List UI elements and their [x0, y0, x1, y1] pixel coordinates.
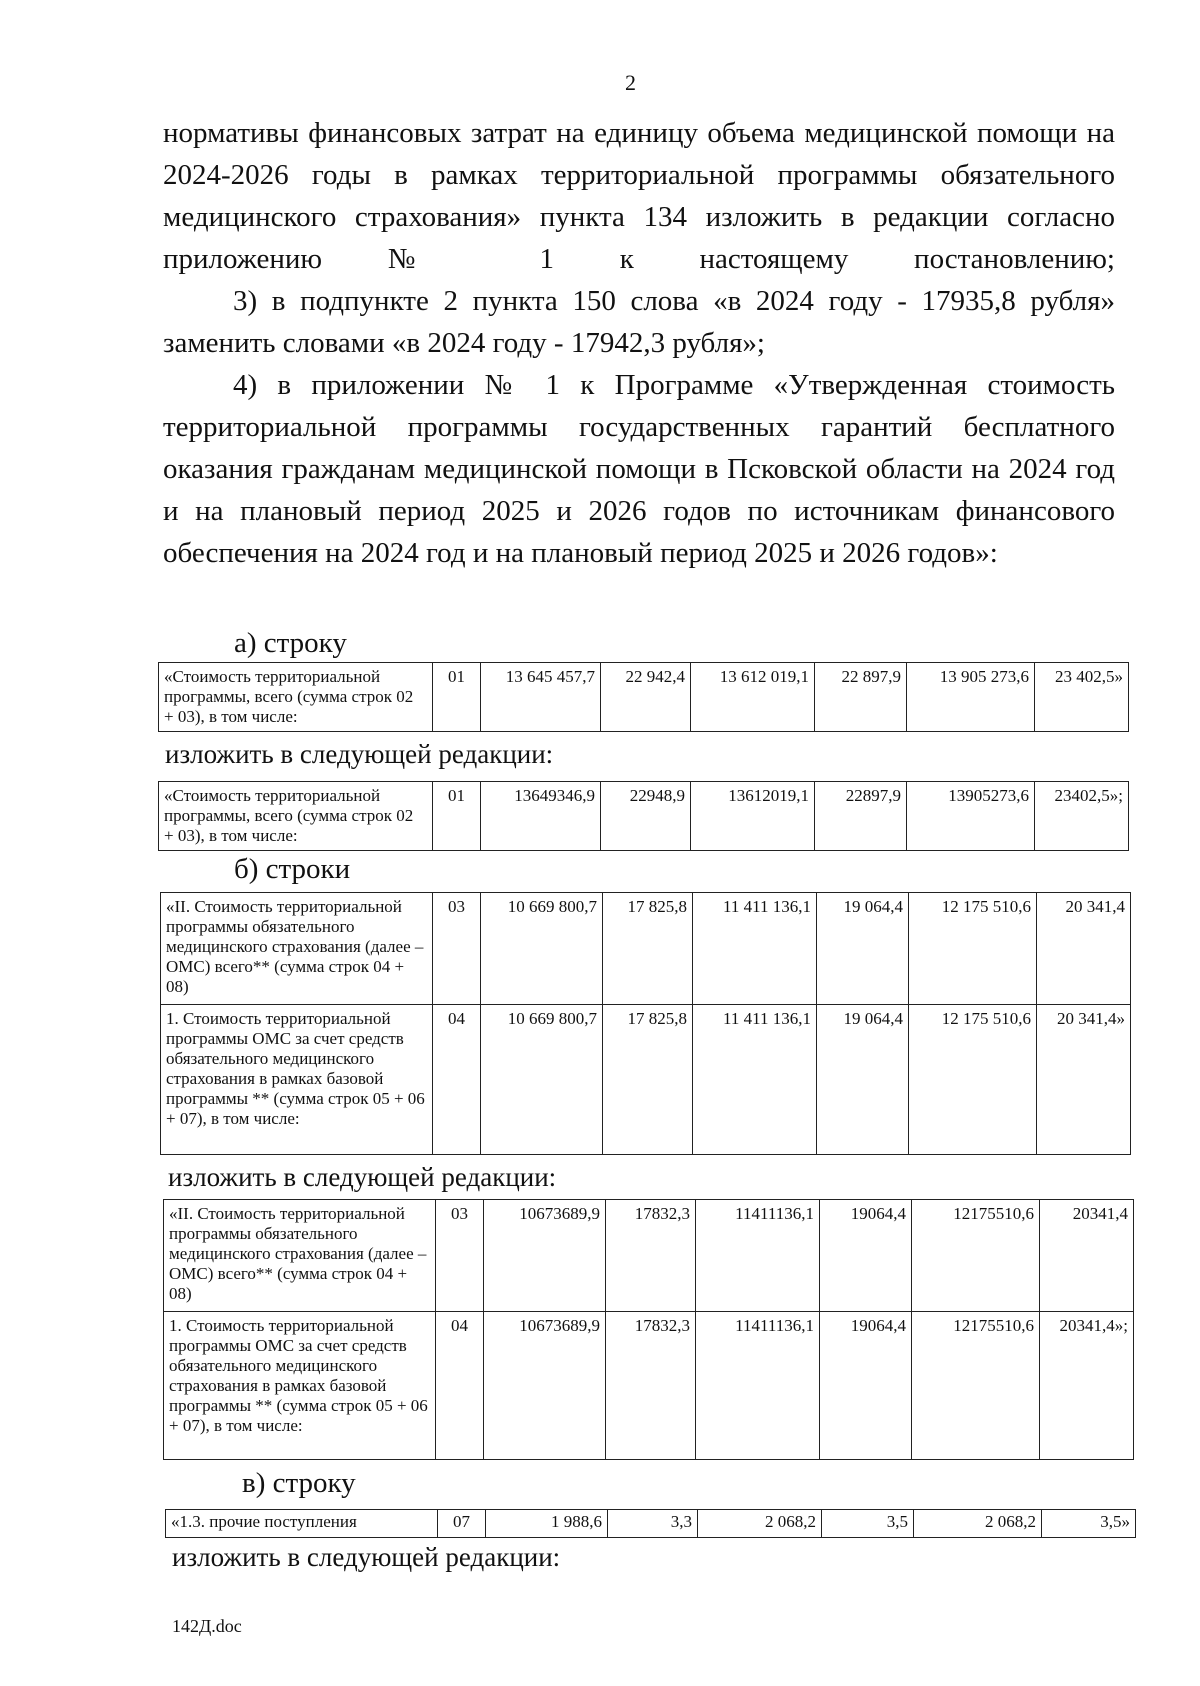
- table-b-old: [160, 892, 1131, 1155]
- value-cell: 17 825,8: [603, 893, 693, 1005]
- table-row: [164, 1200, 1134, 1312]
- value-cell: 17832,3: [606, 1312, 696, 1460]
- value-cell: 22 942,4: [601, 663, 691, 732]
- label-a: а) строку: [234, 627, 347, 659]
- value-cell: 22 897,9: [815, 663, 907, 732]
- table-row: [159, 663, 1129, 732]
- page-number: 2: [625, 70, 636, 95]
- table-a-old: [158, 662, 1129, 732]
- value-cell: 10673689,9: [484, 1312, 606, 1460]
- paragraph-1: [163, 112, 1115, 280]
- table-row: [166, 1510, 1136, 1538]
- row-description: 1. Стоимость территориальной программы ОМС за счет средств обязательного медицинского страхования в рамках базовой программы ** (сумма строк 05 + 06 + 07), в том числе:: [161, 1005, 433, 1155]
- value-cell: 1 988,6: [486, 1510, 608, 1538]
- value-cell: 3,5: [822, 1510, 914, 1538]
- paragraph-2: [163, 280, 1115, 364]
- table-row: [159, 782, 1129, 851]
- row-description: «Стоимость территориальной программы, всего (сумма строк 02 + 03), в том числе:: [159, 663, 433, 732]
- replace-instruction-1: изложить в следующей редакции:: [165, 739, 554, 769]
- row-code: 03: [433, 893, 481, 1005]
- label-b: б) строки: [234, 853, 351, 885]
- value-cell: 19 064,4: [817, 1005, 909, 1155]
- value-cell: 10 669 800,7: [481, 893, 603, 1005]
- value-cell: 11 411 136,1: [693, 1005, 817, 1155]
- value-cell: 10673689,9: [484, 1200, 606, 1312]
- paragraph-3: [163, 364, 1115, 574]
- table-b-new: [163, 1199, 1134, 1460]
- value-cell: 12 175 510,6: [909, 893, 1037, 1005]
- paragraph-3-text: 4) в приложении № 1 к Программе «Утвержденная стоимость территориальной программы государственных гарантий бесплатного оказания гражданам медицинской помощи в Псковской области на 2024 год и на плановый период 2025 и 2026 годов по источникам финансового обеспечения на 2024 год и на плановый период 2025 и 2026 годов»:: [163, 369, 1115, 569]
- value-cell: 17832,3: [606, 1200, 696, 1312]
- row-description: «1.3. прочие поступления: [166, 1510, 438, 1538]
- row-code: 04: [433, 1005, 481, 1155]
- value-cell: 12 175 510,6: [909, 1005, 1037, 1155]
- value-cell: 13 645 457,7: [481, 663, 601, 732]
- value-cell: 13612019,1: [691, 782, 815, 851]
- value-cell: 19064,4: [820, 1312, 912, 1460]
- value-cell: 2 068,2: [698, 1510, 822, 1538]
- value-cell: 13 905 273,6: [907, 663, 1035, 732]
- table-v-old: [165, 1509, 1136, 1538]
- value-cell: 22897,9: [815, 782, 907, 851]
- value-cell: 13649346,9: [481, 782, 601, 851]
- value-cell: 11411136,1: [696, 1200, 820, 1312]
- value-cell: 13 612 019,1: [691, 663, 815, 732]
- value-cell: 2 068,2: [914, 1510, 1042, 1538]
- paragraph-2-text: 3) в подпункте 2 пункта 150 слова «в 2024 году - 17935,8 рубля» заменить словами «в 2024 году - 17942,3 рубля»;: [163, 285, 1115, 359]
- value-cell: 20 341,4»: [1037, 1005, 1131, 1155]
- paragraph-1-text: нормативы финансовых затрат на единицу объема медицинской помощи на 2024-2026 годы в рамках территориальной программы обязательного медицинского страхования» пункта 134 изложить в редакции согласно приложению № 1 к настоящему постановлению;: [163, 117, 1115, 275]
- value-cell: 23 402,5»: [1035, 663, 1129, 732]
- table-a-new: [158, 781, 1129, 851]
- row-description: 1. Стоимость территориальной программы ОМС за счет средств обязательного медицинского страхования в рамках базовой программы ** (сумма строк 05 + 06 + 07), в том числе:: [164, 1312, 436, 1460]
- table-row: [161, 1005, 1131, 1155]
- value-cell: 23402,5»;: [1035, 782, 1129, 851]
- row-description: «II. Стоимость территориальной программы обязательного медицинского страхования (далее – ОМС) всего** (сумма строк 04 + 08): [164, 1200, 436, 1312]
- value-cell: 22948,9: [601, 782, 691, 851]
- row-description: «II. Стоимость территориальной программы обязательного медицинского страхования (далее – ОМС) всего** (сумма строк 04 + 08): [161, 893, 433, 1005]
- value-cell: 13905273,6: [907, 782, 1035, 851]
- row-code: 07: [438, 1510, 486, 1538]
- value-cell: 19 064,4: [817, 893, 909, 1005]
- replace-instruction-3: изложить в следующей редакции:: [172, 1542, 561, 1572]
- row-code: 01: [433, 782, 481, 851]
- row-description: «Стоимость территориальной программы, всего (сумма строк 02 + 03), в том числе:: [159, 782, 433, 851]
- value-cell: 20 341,4: [1037, 893, 1131, 1005]
- value-cell: 3,5»: [1042, 1510, 1136, 1538]
- value-cell: 11411136,1: [696, 1312, 820, 1460]
- value-cell: 12175510,6: [912, 1200, 1040, 1312]
- table-row: [161, 893, 1131, 1005]
- value-cell: 3,3: [608, 1510, 698, 1538]
- replace-instruction-2: изложить в следующей редакции:: [168, 1162, 557, 1192]
- footer-filename: 142Д.doc: [172, 1616, 242, 1636]
- table-row: [164, 1312, 1134, 1460]
- value-cell: 20341,4: [1040, 1200, 1134, 1312]
- value-cell: 17 825,8: [603, 1005, 693, 1155]
- row-code: 01: [433, 663, 481, 732]
- label-v: в) строку: [242, 1467, 356, 1499]
- value-cell: 12175510,6: [912, 1312, 1040, 1460]
- value-cell: 10 669 800,7: [481, 1005, 603, 1155]
- row-code: 04: [436, 1312, 484, 1460]
- value-cell: 11 411 136,1: [693, 893, 817, 1005]
- row-code: 03: [436, 1200, 484, 1312]
- value-cell: 19064,4: [820, 1200, 912, 1312]
- value-cell: 20341,4»;: [1040, 1312, 1134, 1460]
